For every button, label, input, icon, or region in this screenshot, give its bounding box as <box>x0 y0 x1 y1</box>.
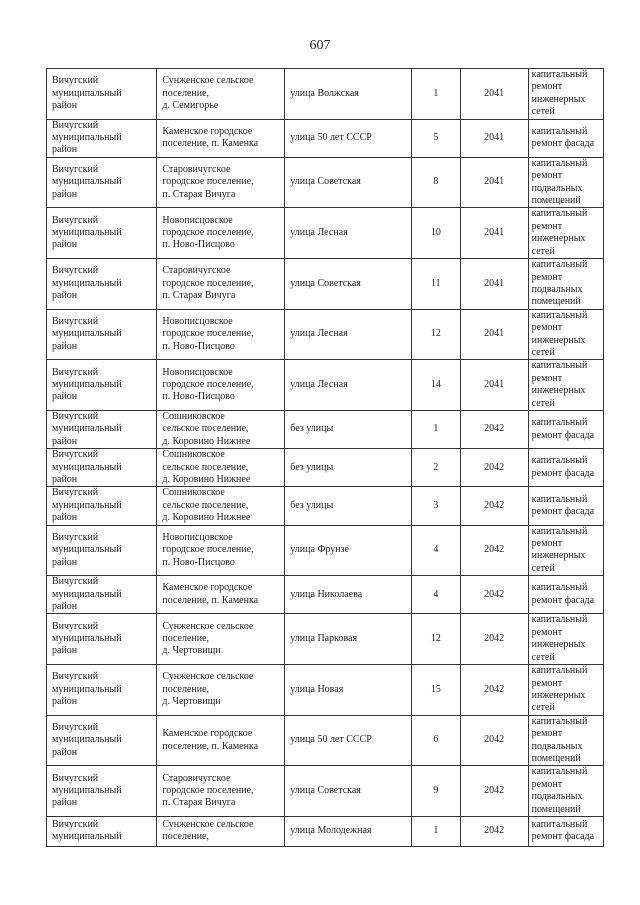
house-number-cell: 8 <box>412 157 460 208</box>
settlement-cell-line: Сунженское сельское <box>162 819 254 831</box>
district-cell-line: Вичугский <box>52 487 99 499</box>
table-row <box>47 487 604 525</box>
house-number-cell: 12 <box>412 309 460 360</box>
settlement-cell-line: городское поселение, <box>162 176 254 188</box>
district-cell <box>47 576 157 614</box>
work-type-cell <box>528 360 603 411</box>
year-cell: 2041 <box>460 208 528 259</box>
district-cell-line: муниципальный <box>52 683 122 695</box>
district-cell-line: муниципальный <box>52 588 122 600</box>
year-cell: 2041 <box>460 157 528 208</box>
settlement-cell-line: Каменское городское <box>162 728 253 740</box>
settlement-cell-line: Сошниковское <box>162 449 225 461</box>
district-cell <box>47 119 157 157</box>
district-cell-line: Вичугский <box>52 119 99 131</box>
year-cell: 2041 <box>460 259 528 310</box>
work-type-cell <box>528 69 603 120</box>
year-cell: 2041 <box>460 309 528 360</box>
work-type-cell-line: инженерных <box>531 334 586 346</box>
repair-schedule-table <box>46 68 604 847</box>
district-cell-line: муниципальный <box>52 328 122 340</box>
work-type-cell-line: инженерных <box>531 93 586 105</box>
district-cell-line: муниципальный <box>52 734 122 746</box>
district-cell-line: район <box>52 797 78 809</box>
settlement-cell-line: Новописцовское <box>162 315 233 327</box>
work-type-cell-line: капитальный <box>531 493 588 505</box>
work-type-cell <box>528 208 603 259</box>
work-type-cell <box>528 525 603 576</box>
work-type-cell <box>528 766 603 817</box>
work-type-cell-line: капитальный <box>531 69 588 80</box>
district-cell <box>47 208 157 259</box>
district-cell-line: Вичугский <box>52 366 99 378</box>
work-type-cell-line: помещений <box>531 752 581 764</box>
settlement-cell-line: д. Чертовищи <box>162 645 221 657</box>
district-cell <box>47 449 157 487</box>
settlement-cell-line: сельское поселение, <box>162 461 249 473</box>
district-cell-line: муниципальный <box>52 176 122 188</box>
house-number-cell: 1 <box>412 410 460 448</box>
district-cell-line: Вичугский <box>52 721 99 733</box>
settlement-cell-line: поселение, <box>162 683 210 695</box>
settlement-cell-line: городское поселение, <box>162 328 254 340</box>
settlement-cell-line: Старовичугское <box>162 772 231 784</box>
work-type-cell-line: капитальный <box>531 582 588 594</box>
district-cell-line: муниципальный <box>52 378 122 390</box>
work-type-cell-line: подвальных <box>531 791 583 803</box>
district-cell-line: район <box>52 696 78 708</box>
house-number-cell: 3 <box>412 487 460 525</box>
district-cell <box>47 487 157 525</box>
settlement-cell <box>157 360 285 411</box>
settlement-cell-line: Новописцовское <box>162 214 233 226</box>
settlement-cell-line: д. Чертовищи <box>162 696 221 708</box>
district-cell-line: район <box>52 391 78 403</box>
settlement-cell-line: поселение, <box>162 831 210 843</box>
district-cell-line: район <box>52 144 78 156</box>
district-cell-line: Вичугский <box>52 315 99 327</box>
house-number-cell: 4 <box>412 576 460 614</box>
settlement-cell <box>157 715 285 766</box>
settlement-cell-line: городское поселение, <box>162 378 254 390</box>
district-cell-line: район <box>52 340 78 352</box>
settlement-cell-line: Сошниковское <box>162 487 225 499</box>
street-cell: улица Советская <box>285 157 412 208</box>
street-cell: улица Лесная <box>285 208 412 259</box>
settlement-cell-line: городское поселение, <box>162 227 254 239</box>
street-cell: улица Новая <box>285 665 412 716</box>
year-cell: 2042 <box>460 665 528 716</box>
district-cell <box>47 816 157 846</box>
district-cell-line: Вичугский <box>52 449 99 461</box>
settlement-cell <box>157 576 285 614</box>
settlement-cell-line: городское поселение, <box>162 784 254 796</box>
settlement-cell-line: д. Коровино Нижнее <box>162 435 251 447</box>
district-cell-line: район <box>52 645 78 657</box>
settlement-cell <box>157 259 285 310</box>
table-row <box>47 360 604 411</box>
table-row <box>47 449 604 487</box>
district-cell <box>47 614 157 665</box>
work-type-cell-line: капитальный <box>531 157 588 169</box>
settlement-cell-line: городское поселение, <box>162 544 254 556</box>
district-cell-line: муниципальный <box>52 423 122 435</box>
district-cell-line: муниципальный <box>52 277 122 289</box>
settlement-cell-line: Новописцовское <box>162 366 233 378</box>
settlement-cell-line: сельское поселение, <box>162 423 249 435</box>
settlement-cell-line: Каменское городское <box>162 582 253 594</box>
work-type-cell <box>528 715 603 766</box>
year-cell: 2042 <box>460 525 528 576</box>
work-type-cell-line: ремонт <box>531 81 563 93</box>
settlement-cell-line: Каменское городское <box>162 125 253 137</box>
settlement-cell-line: поселение, п. Каменка <box>162 138 259 150</box>
house-number-cell: 5 <box>412 119 460 157</box>
district-cell-line: муниципальный <box>52 461 122 473</box>
settlement-cell <box>157 208 285 259</box>
district-cell-line: Вичугский <box>52 164 99 176</box>
house-number-cell: 14 <box>412 360 460 411</box>
district-cell-line: муниципальный <box>52 544 122 556</box>
house-number-cell: 12 <box>412 614 460 665</box>
settlement-cell-line: п. Ново-Писцово <box>162 239 235 251</box>
settlement-cell-line: Сунженское сельское <box>162 671 254 683</box>
district-cell <box>47 715 157 766</box>
work-type-cell-line: ремонт <box>531 538 563 550</box>
settlement-cell <box>157 665 285 716</box>
district-cell-line: Вичугский <box>52 531 99 543</box>
settlement-cell-line: Старовичугское <box>162 265 231 277</box>
table-row <box>47 816 604 846</box>
settlement-cell <box>157 309 285 360</box>
settlement-cell-line: п. Ново-Писцово <box>162 556 235 568</box>
district-cell <box>47 360 157 411</box>
work-type-cell <box>528 487 603 525</box>
district-cell-line: муниципальный <box>52 499 122 511</box>
year-cell: 2042 <box>460 816 528 846</box>
district-cell-line: район <box>52 474 78 485</box>
street-cell: улица Фрунзе <box>285 525 412 576</box>
settlement-cell-line: п. Старая Вичуга <box>162 797 236 809</box>
street-cell: без улицы <box>285 449 412 487</box>
table-row <box>47 259 604 310</box>
settlement-cell-line: Сунженское сельское <box>162 75 254 87</box>
table-row <box>47 766 604 817</box>
settlement-cell-line: поселение, <box>162 87 210 99</box>
work-type-cell-line: инженерных <box>531 233 586 245</box>
district-cell-line: район <box>52 239 78 251</box>
work-type-cell-line: капитальный <box>531 665 588 677</box>
work-type-cell-line: ремонт <box>531 372 563 384</box>
settlement-cell <box>157 487 285 525</box>
district-cell-line: Вичугский <box>52 265 99 277</box>
work-type-cell-line: подвальных <box>531 283 583 295</box>
district-cell <box>47 259 157 310</box>
work-type-cell-line: ремонт <box>531 271 563 283</box>
district-cell <box>47 525 157 576</box>
street-cell: без улицы <box>285 410 412 448</box>
settlement-cell-line: п. Старая Вичуга <box>162 290 236 302</box>
settlement-cell-line: поселение, <box>162 633 210 645</box>
work-type-cell-line: капитальный <box>531 455 588 467</box>
street-cell: улица Советская <box>285 766 412 817</box>
work-type-cell-line: сетей <box>531 562 555 574</box>
work-type-cell-line: ремонт фасада <box>531 138 595 150</box>
settlement-cell <box>157 69 285 120</box>
year-cell: 2042 <box>460 715 528 766</box>
district-cell-line: район <box>52 188 78 200</box>
street-cell: улица Николаева <box>285 576 412 614</box>
work-type-cell-line: ремонт <box>531 677 563 689</box>
work-type-cell-line: капитальный <box>531 309 588 321</box>
district-cell-line: район <box>52 290 78 302</box>
house-number-cell: 6 <box>412 715 460 766</box>
work-type-cell-line: капитальный <box>531 208 588 220</box>
settlement-cell <box>157 525 285 576</box>
work-type-cell-line: ремонт фасада <box>531 429 595 441</box>
work-type-cell-line: капитальный <box>531 259 588 271</box>
work-type-cell-line: помещений <box>531 296 581 308</box>
house-number-cell: 9 <box>412 766 460 817</box>
table-row <box>47 208 604 259</box>
work-type-cell-line: сетей <box>531 651 555 663</box>
work-type-cell-line: инженерных <box>531 550 586 562</box>
work-type-cell-line: помещений <box>531 803 581 815</box>
district-cell-line: муниципальный <box>52 87 122 99</box>
settlement-cell-line: п. Ново-Писцово <box>162 340 235 352</box>
work-type-cell-line: капитальный <box>531 525 588 537</box>
district-cell-line: муниципальный <box>52 784 122 796</box>
settlement-cell-line: городское поселение, <box>162 277 254 289</box>
work-type-cell-line: капитальный <box>531 360 588 372</box>
settlement-cell-line: Новописцовское <box>162 531 233 543</box>
work-type-cell-line: сетей <box>531 245 555 257</box>
street-cell: улица 50 лет СССР <box>285 119 412 157</box>
work-type-cell <box>528 665 603 716</box>
district-cell <box>47 157 157 208</box>
street-cell: улица Лесная <box>285 360 412 411</box>
work-type-cell-line: капитальный <box>531 417 588 429</box>
work-type-cell-line: инженерных <box>531 385 586 397</box>
district-cell <box>47 665 157 716</box>
year-cell: 2042 <box>460 614 528 665</box>
district-cell-line: район <box>52 556 78 568</box>
settlement-cell-line: Сошниковское <box>162 410 225 422</box>
work-type-cell-line: капитальный <box>531 715 588 727</box>
district-cell-line: район <box>52 746 78 758</box>
work-type-cell-line: ремонт фасада <box>531 506 595 518</box>
settlement-cell <box>157 816 285 846</box>
work-type-cell-line: сетей <box>531 106 555 118</box>
district-cell-line: муниципальный <box>52 132 122 144</box>
settlement-cell-line: д. Коровино Нижнее <box>162 512 251 524</box>
work-type-cell-line: сетей <box>531 702 555 714</box>
work-type-cell-line: инженерных <box>531 689 586 701</box>
work-type-cell-line: подвальных <box>531 182 583 194</box>
settlement-cell <box>157 449 285 487</box>
work-type-cell-line: капитальный <box>531 614 588 626</box>
work-type-cell-line: ремонт фасада <box>531 831 595 843</box>
table-row <box>47 715 604 766</box>
street-cell: улица Советская <box>285 259 412 310</box>
table-row <box>47 665 604 716</box>
district-cell-line: район <box>52 512 78 524</box>
district-cell <box>47 766 157 817</box>
settlement-cell-line: д. Семигорье <box>162 100 219 112</box>
work-type-cell-line: ремонт <box>531 626 563 638</box>
settlement-cell <box>157 157 285 208</box>
work-type-cell-line: ремонт фасада <box>531 467 595 479</box>
table-row <box>47 576 604 614</box>
work-type-cell-line: инженерных <box>531 639 586 651</box>
work-type-cell <box>528 259 603 310</box>
settlement-cell-line: сельское поселение, <box>162 499 249 511</box>
settlement-cell-line: п. Старая Вичуга <box>162 188 236 200</box>
house-number-cell: 1 <box>412 69 460 120</box>
settlement-cell <box>157 766 285 817</box>
table-row <box>47 309 604 360</box>
street-cell: улица Парковая <box>285 614 412 665</box>
house-number-cell: 11 <box>412 259 460 310</box>
district-cell-line: Вичугский <box>52 819 99 831</box>
house-number-cell: 10 <box>412 208 460 259</box>
year-cell: 2041 <box>460 119 528 157</box>
work-type-cell-line: ремонт <box>531 322 563 334</box>
district-cell-line: район <box>52 435 78 447</box>
house-number-cell: 2 <box>412 449 460 487</box>
settlement-cell-line: Старовичугское <box>162 164 231 176</box>
settlement-cell-line: поселение, п. Каменка <box>162 594 259 606</box>
work-type-cell <box>528 449 603 487</box>
year-cell: 2042 <box>460 576 528 614</box>
table-row <box>47 614 604 665</box>
settlement-cell <box>157 410 285 448</box>
year-cell: 2042 <box>460 410 528 448</box>
district-cell-line: муниципальный <box>52 227 122 239</box>
district-cell-line: Вичугский <box>52 772 99 784</box>
year-cell: 2042 <box>460 766 528 817</box>
work-type-cell <box>528 157 603 208</box>
settlement-cell <box>157 614 285 665</box>
district-cell-line: Вичугский <box>52 75 99 87</box>
page-number: 607 <box>309 38 331 53</box>
street-cell: улица Молодежная <box>285 816 412 846</box>
work-type-cell <box>528 614 603 665</box>
year-cell: 2041 <box>460 360 528 411</box>
work-type-cell-line: ремонт <box>531 220 563 232</box>
work-type-cell <box>528 309 603 360</box>
street-cell: улица 50 лет СССР <box>285 715 412 766</box>
work-type-cell-line: сетей <box>531 397 555 409</box>
settlement-cell-line: п. Ново-Писцово <box>162 391 235 403</box>
district-cell-line: Вичугский <box>52 671 99 683</box>
district-cell-line: район <box>52 601 78 613</box>
settlement-cell-line: Сунженское сельское <box>162 620 254 632</box>
district-cell-line: Вичугский <box>52 214 99 226</box>
work-type-cell-line: капитальный <box>531 125 588 137</box>
district-cell <box>47 410 157 448</box>
work-type-cell-line: сетей <box>531 346 555 358</box>
work-type-cell <box>528 410 603 448</box>
district-cell-line: Вичугский <box>52 410 99 422</box>
work-type-cell <box>528 119 603 157</box>
work-type-cell-line: помещений <box>531 195 581 207</box>
house-number-cell: 1 <box>412 816 460 846</box>
settlement-cell-line: д. Коровино Нижнее <box>162 474 251 485</box>
settlement-cell <box>157 119 285 157</box>
district-cell-line: Вичугский <box>52 620 99 632</box>
table-row <box>47 157 604 208</box>
house-number-cell: 4 <box>412 525 460 576</box>
year-cell: 2042 <box>460 487 528 525</box>
street-cell: без улицы <box>285 487 412 525</box>
street-cell: улица Лесная <box>285 309 412 360</box>
work-type-cell-line: подвальных <box>531 740 583 752</box>
district-cell <box>47 309 157 360</box>
district-cell-line: Вичугский <box>52 576 99 588</box>
work-type-cell-line: ремонт фасада <box>531 594 595 606</box>
work-type-cell-line: ремонт <box>531 778 563 790</box>
district-cell-line: муниципальный <box>52 831 122 843</box>
house-number-cell: 15 <box>412 665 460 716</box>
table-row <box>47 69 604 120</box>
district-cell-line: муниципальный <box>52 633 122 645</box>
settlement-cell-line: поселение, п. Каменка <box>162 740 259 752</box>
work-type-cell-line: ремонт <box>531 728 563 740</box>
work-type-cell-line: ремонт <box>531 170 563 182</box>
district-cell <box>47 69 157 120</box>
district-cell-line: район <box>52 100 78 112</box>
work-type-cell-line: капитальный <box>531 766 588 778</box>
table-row <box>47 119 604 157</box>
table-row <box>47 410 604 448</box>
work-type-cell <box>528 816 603 846</box>
work-type-cell-line: капитальный <box>531 819 588 831</box>
work-type-cell <box>528 576 603 614</box>
table-row <box>47 525 604 576</box>
year-cell: 2042 <box>460 449 528 487</box>
street-cell: улица Волжская <box>285 69 412 120</box>
year-cell: 2041 <box>460 69 528 120</box>
